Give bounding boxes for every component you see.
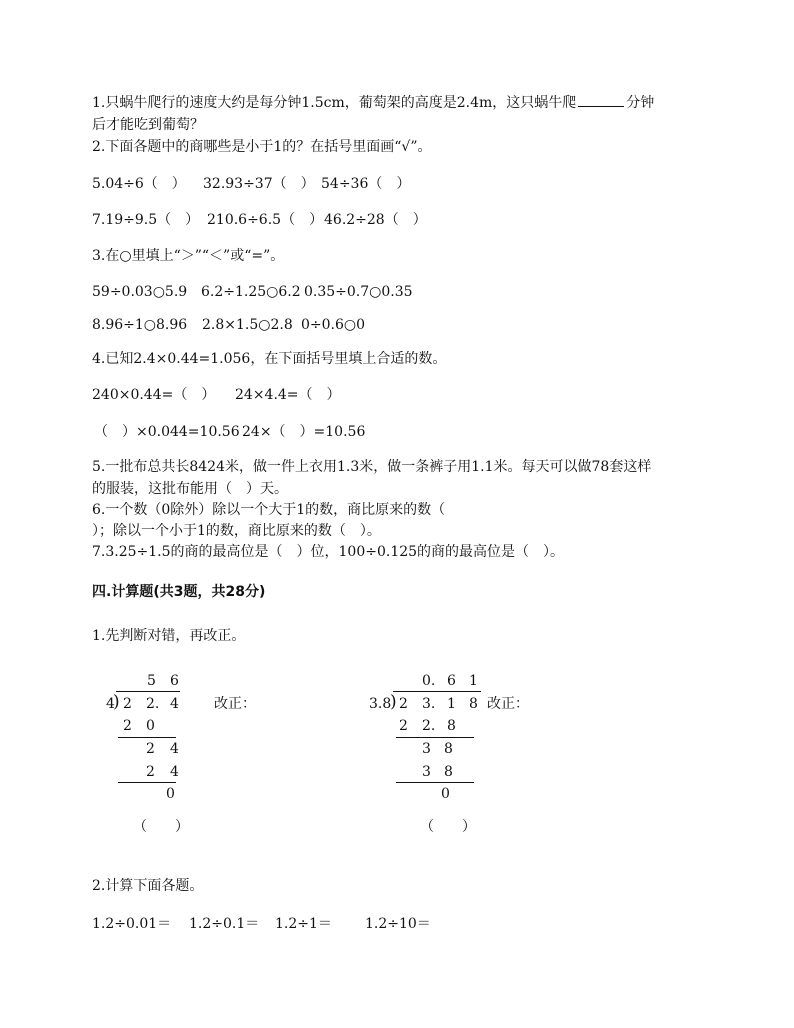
correction-label: 改正： — [487, 696, 529, 712]
q2-item[interactable]: 46.2÷28（ ） — [324, 212, 427, 228]
q3-item[interactable]: 6.2÷1.25○6.2 — [201, 284, 301, 300]
q3-title: 3.在○里填上“＞”“＜”或“=”。 — [92, 248, 285, 264]
work-digit: 8 — [447, 718, 456, 734]
correction-label: 改正： — [214, 696, 256, 712]
q3-item[interactable]: 0÷0.6○0 — [301, 317, 366, 333]
question-1 — [92, 94, 654, 112]
work-digit: 0 — [146, 718, 155, 734]
calc2-item[interactable]: 1.2÷0.01＝ — [92, 916, 172, 932]
subtraction-line — [396, 737, 474, 738]
divisor: 4 — [106, 696, 115, 712]
calc2-item[interactable]: 1.2÷1＝ — [275, 916, 332, 932]
work-digit: 2 — [146, 764, 155, 780]
q5-line1: 5.一批布总共长8424米，做一件上衣用1.3米，做一条裤子用1.1米。每天可以做78套这样 — [92, 459, 652, 475]
work-digit: 3 — [422, 741, 431, 757]
work-digit: 0 — [441, 786, 450, 802]
work-digit: 8 — [444, 764, 453, 780]
quotient-digit: 6 — [447, 673, 456, 689]
subtraction-line — [396, 782, 474, 783]
quotient-digit: 1 — [469, 673, 478, 689]
dividend-digit: 8 — [469, 696, 478, 712]
q4-title: 4.已知2.4×0.44=1.056，在下面括号里填上合适的数。 — [92, 351, 447, 367]
q3-item[interactable]: 8.96÷1○8.96 — [92, 317, 188, 333]
q1-line2: 后才能吃到葡萄？ — [92, 117, 204, 133]
division-bracket: ) — [390, 692, 397, 712]
q3-item[interactable]: 2.8×1.5○2.8 — [202, 317, 293, 333]
q4-item[interactable]: （ ）×0.044=10.56 — [94, 424, 240, 440]
work-digit: 2 — [146, 741, 155, 757]
dividend-digit: 2 — [123, 696, 132, 712]
subtraction-line — [118, 737, 176, 738]
q4-item[interactable]: 24×（ ）=10.56 — [242, 424, 366, 440]
q2-item[interactable]: 210.6÷6.5（ ） — [207, 212, 324, 228]
work-digit: 2 — [123, 718, 132, 734]
quotient-digit: 6 — [170, 673, 179, 689]
calc2-title: 2.计算下面各题。 — [92, 878, 204, 894]
calc1-title: 1.先判断对错，再改正。 — [92, 628, 246, 644]
section-4-title: 四.计算题(共3题，共28分) — [92, 584, 266, 600]
dividend-digit: 4 — [170, 696, 179, 712]
q4-item[interactable]: 24×4.4=（ ） — [235, 387, 341, 403]
q1-unit: 分钟 — [626, 95, 655, 111]
work-digit: 2. — [422, 718, 436, 734]
q6-line1: 6.一个数（0除外）除以一个大于1的数，商比原来的数（ — [92, 502, 446, 518]
q2-title: 2.下面各题中的商哪些是小于1的？在括号里面画“√”。 — [92, 139, 432, 155]
calc2-item[interactable]: 1.2÷0.1＝ — [189, 916, 260, 932]
dividend-digit: 1 — [447, 696, 456, 712]
quotient-digit: 5 — [147, 673, 156, 689]
q2-item[interactable]: 5.04÷6（ ） — [92, 176, 186, 192]
work-digit: 4 — [170, 764, 179, 780]
q3-item[interactable]: 0.35÷0.7○0.35 — [304, 284, 413, 300]
work-digit: 2 — [399, 718, 408, 734]
calc2-item[interactable]: 1.2÷10＝ — [365, 916, 431, 932]
division-bar — [393, 691, 481, 692]
work-digit: 0 — [166, 786, 175, 802]
dividend-digit: 2 — [399, 696, 408, 712]
subtraction-line — [118, 782, 176, 783]
judgment-paren[interactable]: （ ） — [133, 819, 189, 835]
q1-text: 1.只蜗牛爬行的速度大约是每分钟1.5cm，葡萄架的高度是2.4m，这只蜗牛爬 — [92, 95, 577, 111]
answer-blank[interactable] — [578, 94, 624, 107]
q6-line2: ）；除以一个小于1的数，商比原来的数（ ）。 — [92, 523, 381, 539]
q2-item[interactable]: 32.93÷37（ ） — [203, 176, 315, 192]
work-digit: 3 — [422, 764, 431, 780]
division-bracket: ) — [113, 692, 120, 712]
q3-item[interactable]: 59÷0.03○5.9 — [92, 284, 188, 300]
quotient-digit: 0. — [422, 673, 436, 689]
q4-item[interactable]: 240×0.44=（ ） — [92, 387, 216, 403]
q2-item[interactable]: 54÷36（ ） — [321, 176, 411, 192]
work-digit: 4 — [170, 741, 179, 757]
q2-item[interactable]: 7.19÷9.5（ ） — [92, 212, 200, 228]
divisor: 3.8 — [369, 696, 392, 712]
dividend-digit: 2. — [146, 696, 160, 712]
judgment-paren[interactable]: （ ） — [420, 819, 476, 835]
dividend-digit: 3. — [422, 696, 436, 712]
q5-line2: 的服装，这批布能用（ ）天。 — [92, 481, 288, 497]
work-digit: 8 — [444, 741, 453, 757]
division-bar — [116, 691, 180, 692]
q7-line1: 7.3.25÷1.5的商的最高位是（ ）位，100÷0.125的商的最高位是（ ）。 — [92, 544, 565, 560]
